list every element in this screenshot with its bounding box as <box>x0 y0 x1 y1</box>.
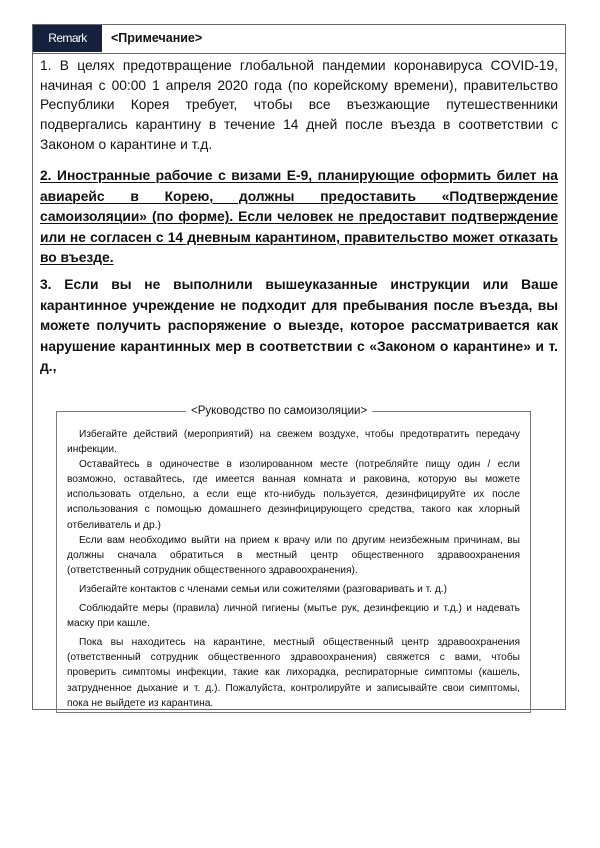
guide-item: Оставайтесь в одиночестве в изолированном месте (потребляйте пищу один / если возможно, оставайтесь, где имеется ванная комната и раковина, которую вы можете использовать отдельно, а если еще кто-нибудь пользуется, дезинфицируйте их после использования с помощью домашнего дезинфицирующего средства, такого как хлорный отбеливатель и др.) <box>67 459 520 531</box>
guide-item: Избегайте контактов с членами семьи или сожителями (разговаривать и т. д.) <box>79 583 447 595</box>
guide-title: <Руководство по самоизоляции> <box>186 403 372 419</box>
paragraph-departure-order: 3. Если вы не выполнили вышеуказанные инструкции или Ваше карантинное учреждение не подходит для пребывания после въезда, вы можете получить распоряжение о выезде, которое рассматривается как нарушение карантинных мер в соответствии с «Законом о карантине» и т. д., <box>40 277 558 375</box>
guide-item: Если вам необходимо выйти на прием к врачу или по другим неизбежным причинам, вы должны сначала обратиться в местный центр общественного здравоохранения (ответственный сотрудник общественного здравоохранения). <box>67 534 520 576</box>
self-isolation-guide-box <box>56 405 531 713</box>
paragraph-quarantine-requirement: 1. В целях предотвращение глобальной пандемии коронавируса COVID-19, начиная с 00:00 1 апреля 2020 года (по корейскому времени), правительство Республики Корея требует, чтобы все въезжающие путешественники подвергались карантину в течение 14 дней после въезда в соответствии с Законом о карантине и т.д. <box>40 58 558 152</box>
note-title: <Примечание> <box>111 31 203 45</box>
remark-badge: Remark <box>33 25 102 52</box>
guide-item: Соблюдайте меры (правила) личной гигиены (мытье рук, дезинфекцию и т.д.) и надевать маску при кашле. <box>67 603 520 630</box>
guide-item: Пока вы находитесь на карантине, местный общественный центр здравоохранения (ответственный сотрудник общественного здравоохранения) свяжется с вами, чтобы проверить симптомы инфекции, такие как лихорадка, респираторные симптомы (кашель, затрудненное дыхание и т. д.). Пожалуйста, контролируйте и записывайте свои симптомы, пока не выйдете из карантина. <box>67 637 520 709</box>
guide-item: Избегайте действий (мероприятий) на свежем воздухе, чтобы предотвратить передачу инфекции. <box>67 429 520 456</box>
paragraph-e9-confirmation: 2. Иностранные рабочие с визами E-9, планирующие оформить билет на авиарейс в Корею, должны предоставить «Подтверждение самоизоляции» (по форме). Если человек не предоставит подтверждение или не согласен с 14 дневным карантином, правительство может отказать во въезде. <box>40 168 558 265</box>
notice-header <box>33 25 565 54</box>
